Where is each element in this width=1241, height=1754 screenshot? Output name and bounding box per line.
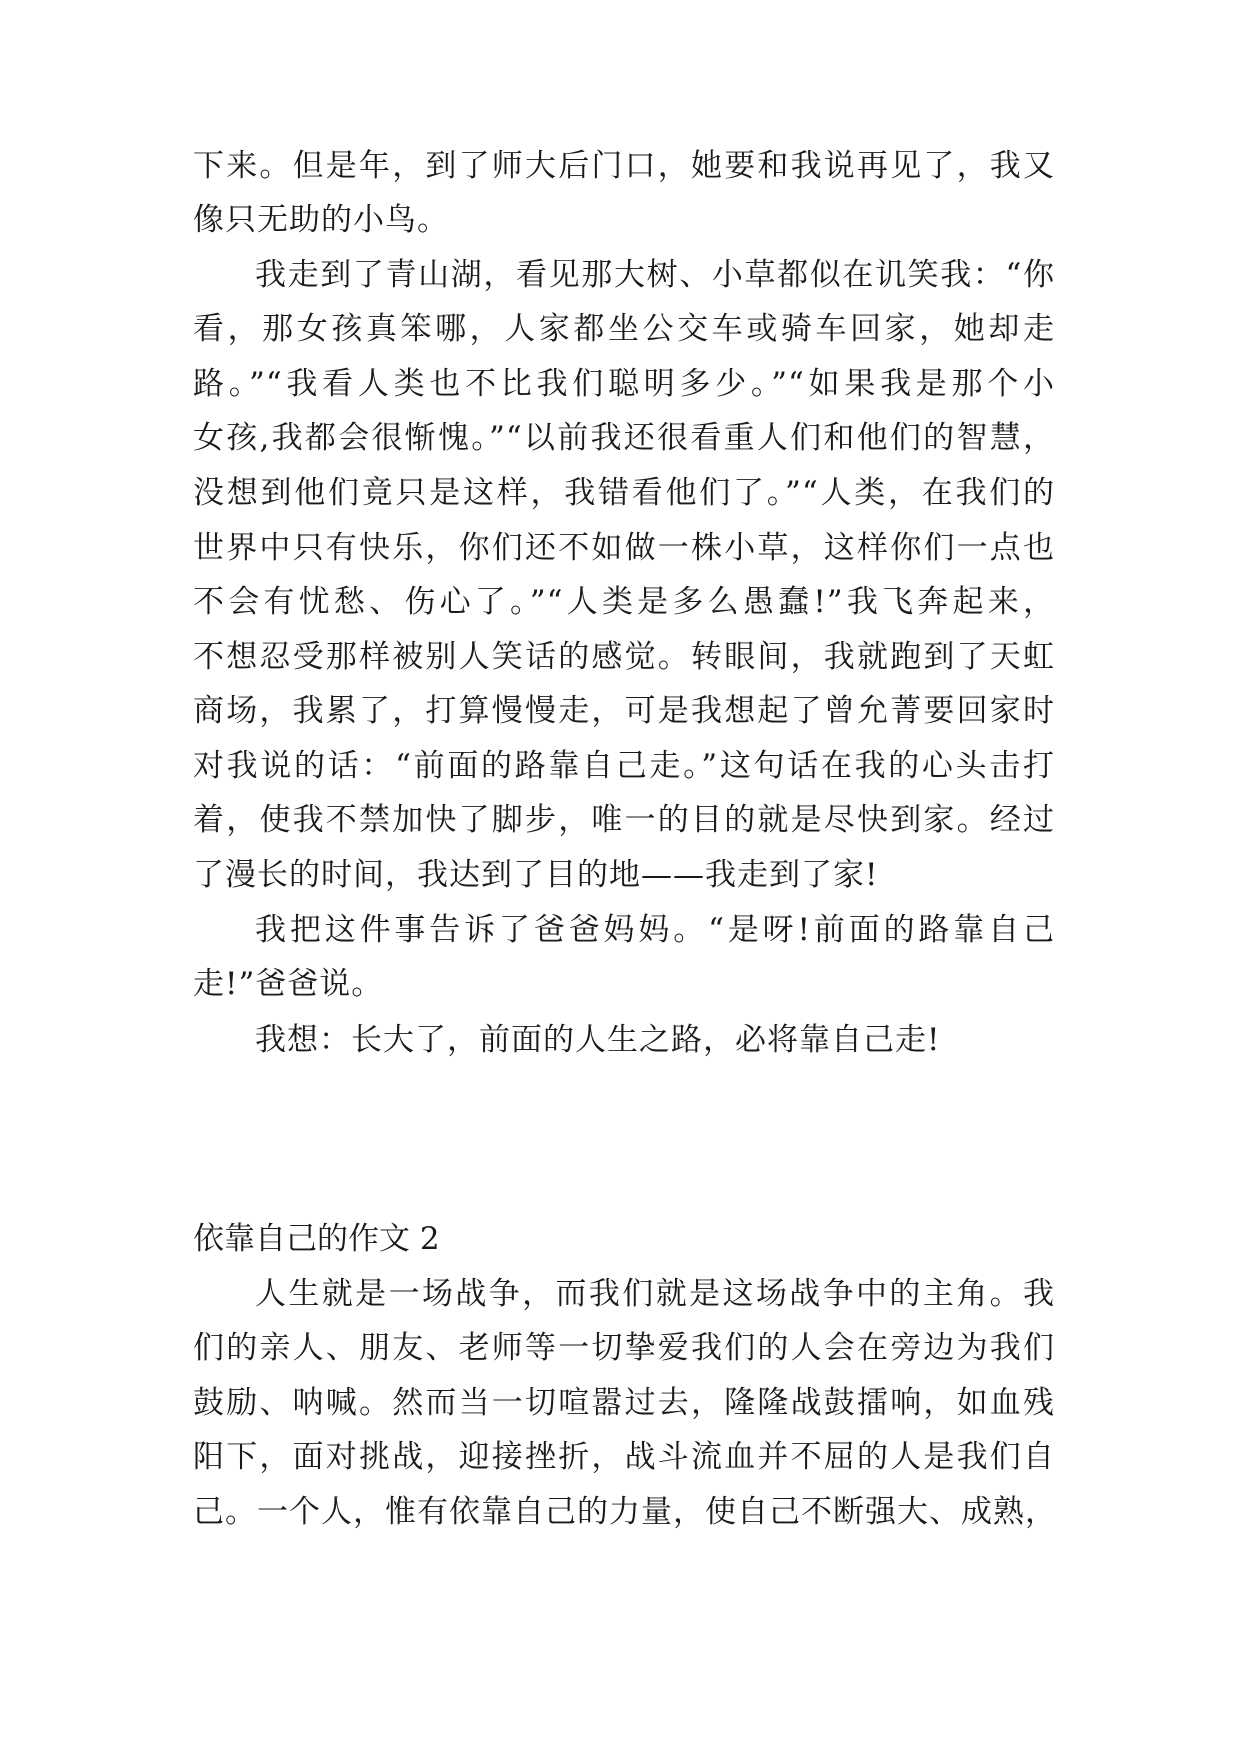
text-line: 鼓励、呐喊。然而当一切喧嚣过去，隆隆战鼓擂响，如血残 (193, 1385, 1055, 1421)
text-line: 们的亲人、朋友、老师等一切挚爱我们的人会在旁边为我们 (193, 1330, 1055, 1366)
text-line: 走!”爸爸说。 (193, 966, 384, 1002)
text-line: 我想：长大了，前面的人生之路，必将靠自己走! (255, 1022, 941, 1058)
text-line: 我走到了青山湖，看见那大树、小草都似在讥笑我：“你 (255, 257, 1055, 293)
text-line: 看，那女孩真笨哪，人家都坐公交车或骑车回家，她却走 (193, 311, 1055, 347)
text-line: 人生就是一场战争，而我们就是这场战争中的主角。我 (255, 1276, 1055, 1312)
text-line: 不会有忧愁、伤心了。”“人类是多么愚蠢!”我飞奔起来， (193, 584, 1055, 620)
text-line: 不想忍受那样被别人笑话的感觉。转眼间，我就跑到了天虹 (193, 639, 1055, 675)
text-line: 下来。但是年，到了师大后门口，她要和我说再见了，我又 (193, 148, 1055, 184)
text-line: 没想到他们竟只是这样，我错看他们了。”“人类，在我们的 (193, 475, 1055, 511)
text-line: 着，使我不禁加快了脚步，唯一的目的就是尽快到家。经过 (193, 802, 1055, 838)
text-line: 己。一个人，惟有依靠自己的力量，使自己不断强大、成熟， (193, 1494, 1057, 1530)
text-line: 我把这件事告诉了爸爸妈妈。“是呀!前面的路靠自己 (255, 912, 1055, 948)
text-line: 路。”“我看人类也不比我们聪明多少。”“如果我是那个小 (193, 366, 1055, 402)
text-line: 世界中只有快乐，你们还不如做一株小草，这样你们一点也 (193, 530, 1055, 566)
text-line: 对我说的话：“前面的路靠自己走。”这句话在我的心头击打 (193, 748, 1055, 784)
text-line: 商场，我累了，打算慢慢走，可是我想起了曾允菁要回家时 (193, 693, 1055, 729)
text-line: 像只无助的小鸟。 (193, 202, 449, 238)
text-line: 了漫长的时间，我达到了目的地——我走到了家! (193, 857, 879, 893)
text-line: 女孩,我都会很惭愧。”“以前我还很看重人们和他们的智慧， (193, 420, 1055, 456)
section-title: 依靠自己的作文 2 (193, 1221, 440, 1257)
text-line: 阳下，面对挑战，迎接挫折，战斗流血并不屈的人是我们自 (193, 1439, 1055, 1475)
